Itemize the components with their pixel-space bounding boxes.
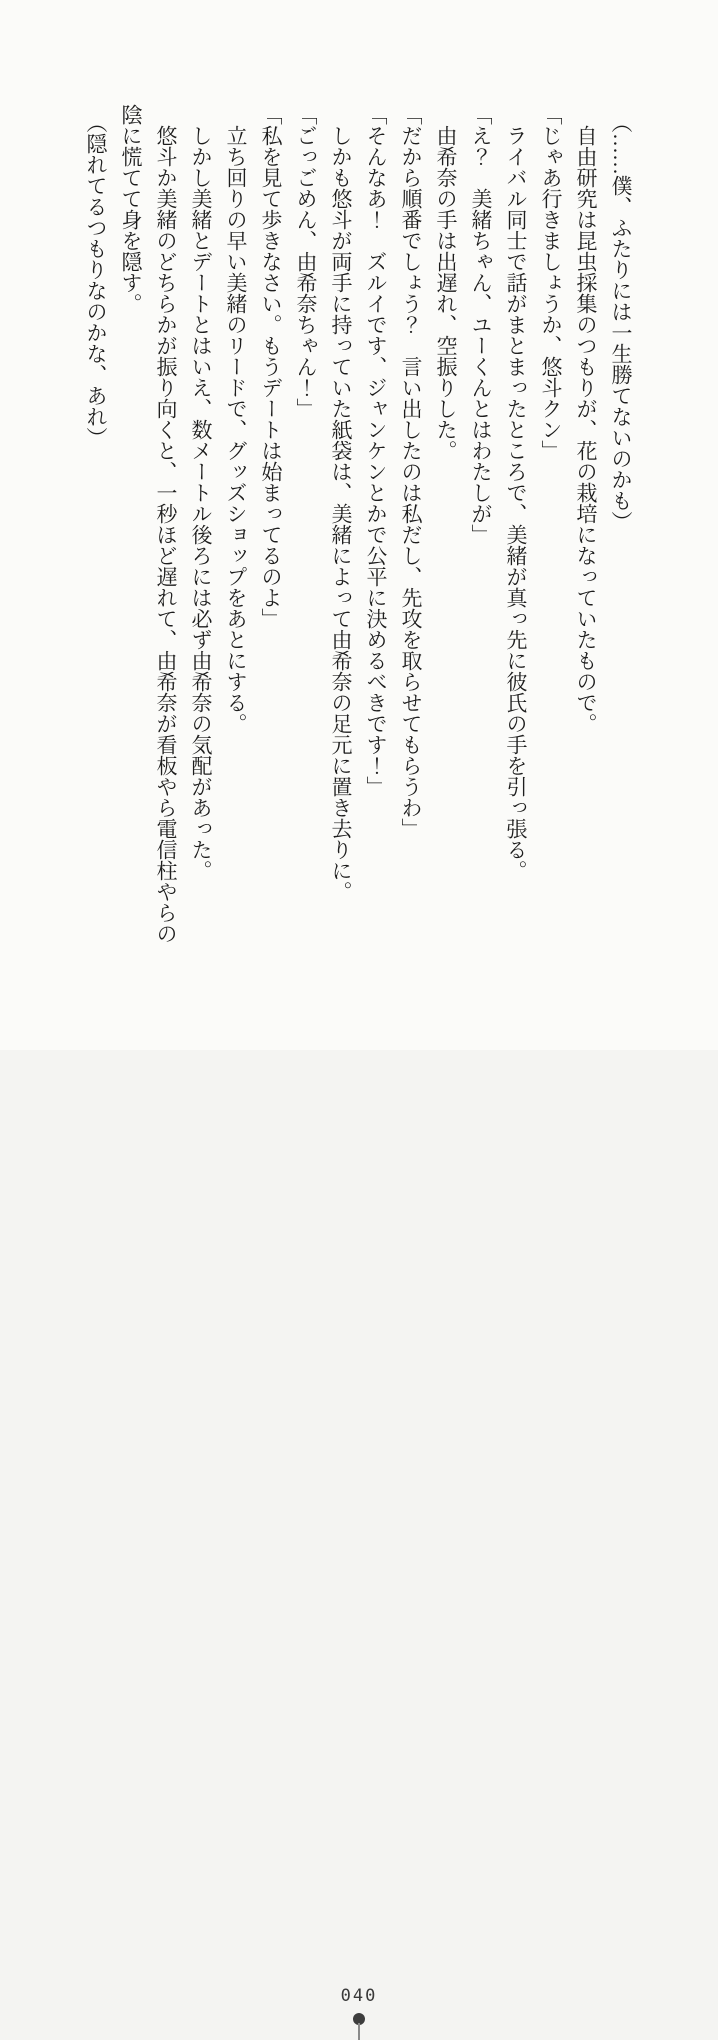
paragraph-dialogue: 「ごっごめん、由希奈ちゃん！」 bbox=[294, 104, 318, 419]
paragraph-monologue: （……僕、ふたりには一生勝てないのかも） bbox=[609, 112, 633, 533]
paragraph-narration: 自由研究は昆虫採集のつもりが、花の栽培になっていたもので。 bbox=[574, 125, 598, 734]
paragraph-monologue: （隠れてるつもりなのかな、あれ） bbox=[84, 112, 108, 449]
page-marker-stem-line bbox=[358, 2023, 360, 2040]
paragraph-dialogue: 「じゃあ行きましょうか、悠斗クン」 bbox=[539, 104, 563, 461]
page-footer bbox=[0, 990, 718, 2006]
paragraph-dialogue: 「そんなあ！ ズルイです、ジャンケンとかで公平に決めるべきです！」 bbox=[364, 104, 388, 797]
novel-text-block bbox=[76, 104, 638, 954]
paragraph-narration: しかも悠斗が両手に持っていた紙袋は、美緒によって由希奈の足元に置き去りに。 bbox=[329, 125, 353, 902]
paragraph-narration: 立ち回りの早い美緒のリードで、グッズショップをあとにする。 bbox=[224, 125, 248, 734]
paragraph-narration: 悠斗か美緒のどちらかが振り向くと、一秒ほど遅れて、由希奈が看板やら電信柱やらの陰に慌てて身を隠す。 bbox=[119, 104, 178, 944]
paragraph-narration: ライバル同士で話がまとまったところで、美緒が真っ先に彼氏の手を引っ張る。 bbox=[504, 125, 528, 881]
paragraph-narration: 由希奈の手は出遅れ、空振りした。 bbox=[434, 125, 458, 461]
paragraph-dialogue: 「私を見て歩きなさい。もうデートは始まってるのよ」 bbox=[259, 104, 283, 629]
paragraph-dialogue: 「だから順番でしょう？ 言い出したのは私だし、先攻を取らせてもらうわ」 bbox=[399, 104, 423, 839]
page-number: 040 bbox=[340, 1986, 378, 2006]
paragraph-narration: しかし美緒とデートとはいえ、数メートル後ろには必ず由希奈の気配があった。 bbox=[189, 125, 213, 881]
paragraph-dialogue: 「え？ 美緒ちゃん、ユーくんとはわたしが」 bbox=[469, 104, 493, 545]
